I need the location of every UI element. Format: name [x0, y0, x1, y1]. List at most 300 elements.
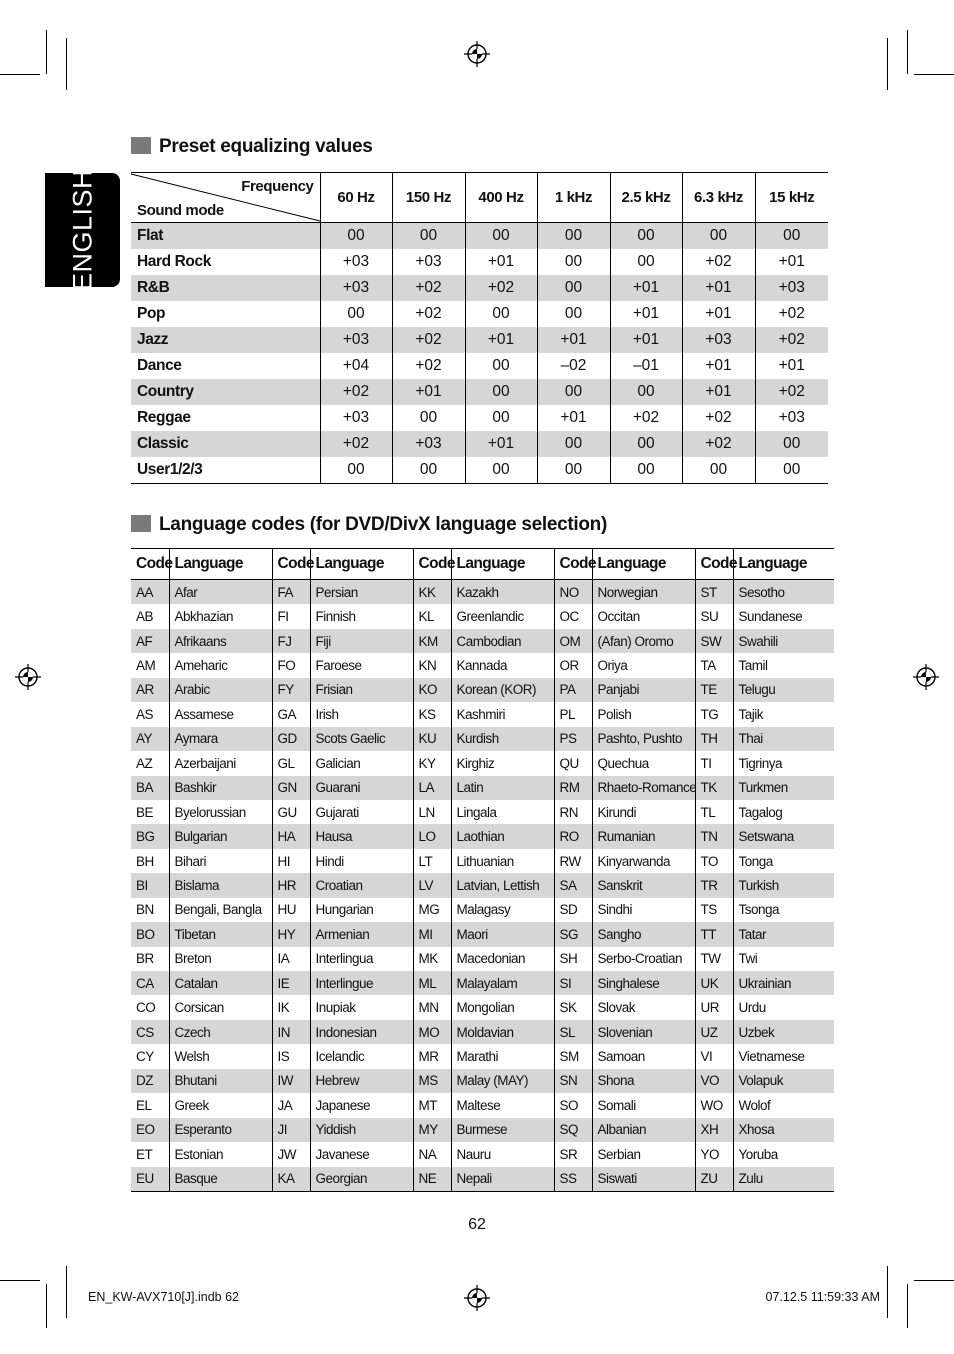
language-code: FI	[272, 604, 310, 628]
registration-mark-icon	[464, 1285, 490, 1311]
language-name: Finnish	[310, 604, 413, 628]
eq-value: +01	[755, 353, 828, 379]
language-code: AY	[131, 727, 169, 751]
language-name: Guarani	[310, 776, 413, 800]
eq-value: 00	[320, 457, 392, 484]
lang-header-row	[131, 549, 834, 580]
eq-value: +02	[392, 353, 465, 379]
eq-value: +03	[755, 275, 828, 301]
eq-value: +03	[320, 327, 392, 353]
language-code: SD	[554, 898, 592, 922]
language-code: GA	[272, 702, 310, 726]
language-code-table	[131, 548, 834, 1192]
language-code: IW	[272, 1069, 310, 1093]
eq-value: +01	[465, 327, 537, 353]
language-code: PL	[554, 702, 592, 726]
language-code: OM	[554, 629, 592, 653]
lang-body	[131, 580, 834, 1192]
language-name: Marathi	[451, 1044, 554, 1068]
eq-row	[131, 405, 828, 431]
language-name: Slovenian	[592, 1020, 695, 1044]
table-row	[131, 1044, 834, 1068]
language-code: MR	[413, 1044, 451, 1068]
language-code: OC	[554, 604, 592, 628]
eq-value: 00	[755, 457, 828, 484]
language-code: TL	[695, 800, 733, 824]
eq-value: 00	[537, 275, 610, 301]
language-code: SH	[554, 947, 592, 971]
language-name: Kinyarwanda	[592, 849, 695, 873]
eq-value: +03	[392, 249, 465, 275]
language-code: UZ	[695, 1020, 733, 1044]
language-name: Gujarati	[310, 800, 413, 824]
table-row	[131, 971, 834, 995]
language-code: MK	[413, 947, 451, 971]
language-name: Vietnamese	[733, 1044, 834, 1068]
language-code: NO	[554, 580, 592, 605]
eq-value: 00	[537, 249, 610, 275]
eq-value: 00	[682, 223, 755, 250]
language-name: Thai	[733, 727, 834, 751]
language-name: Galician	[310, 751, 413, 775]
language-name: Indonesian	[310, 1020, 413, 1044]
language-code: IS	[272, 1044, 310, 1068]
language-name: Armenian	[310, 922, 413, 946]
table-row	[131, 604, 834, 628]
language-code: BI	[131, 873, 169, 897]
language-code: RM	[554, 776, 592, 800]
registration-mark-icon	[464, 41, 490, 67]
language-name: Esperanto	[169, 1118, 272, 1142]
language-code: HI	[272, 849, 310, 873]
language-code: TE	[695, 678, 733, 702]
sound-mode-name: Hard Rock	[137, 253, 211, 270]
language-code: TO	[695, 849, 733, 873]
language-column-header: Language	[451, 549, 554, 580]
eq-value: +04	[320, 353, 392, 379]
language-code: QU	[554, 751, 592, 775]
language-code: KS	[413, 702, 451, 726]
code-column-header: Code	[554, 549, 592, 580]
language-name: Twi	[733, 947, 834, 971]
crop-mark	[907, 1284, 908, 1328]
language-code: BN	[136, 902, 154, 918]
language-code: MG	[413, 898, 451, 922]
language-name: Moldavian	[451, 1020, 554, 1044]
page-number: 62	[468, 1216, 486, 1233]
eq-value: +02	[320, 431, 392, 457]
table-row	[131, 702, 834, 726]
heading-square-icon	[131, 137, 151, 154]
language-side-tab	[45, 168, 120, 292]
language-code: ZU	[695, 1167, 733, 1192]
language-code: LO	[413, 824, 451, 848]
crop-mark	[0, 1280, 40, 1281]
language-name: Malayalam	[451, 971, 554, 995]
language-name: Kannada	[451, 653, 554, 677]
eq-value: 00	[392, 223, 465, 250]
eq-value: +01	[465, 431, 537, 457]
language-code: ML	[413, 971, 451, 995]
language-code: SS	[554, 1167, 592, 1192]
language-code: KL	[413, 604, 451, 628]
language-name: Nepali	[451, 1167, 554, 1192]
language-name: Tonga	[733, 849, 834, 873]
language-code: SA	[554, 873, 592, 897]
language-name: Estonian	[169, 1142, 272, 1166]
language-code: KA	[272, 1167, 310, 1192]
language-code: TS	[695, 898, 733, 922]
language-name: Bengali, Bangla	[169, 898, 272, 922]
eq-value: 00	[392, 457, 465, 484]
sound-mode-name: Pop	[137, 305, 166, 322]
eq-value: +01	[610, 327, 682, 353]
language-code: ST	[695, 580, 733, 605]
language-name: Azerbaijani	[169, 751, 272, 775]
language-name: Arabic	[169, 678, 272, 702]
sound-mode-name: Dance	[137, 357, 182, 374]
language-name: Interlingua	[310, 947, 413, 971]
code-column-header: Code	[695, 549, 733, 580]
eq-value: +02	[465, 275, 537, 301]
heading-square-icon	[131, 515, 151, 532]
eq-value: 00	[465, 301, 537, 327]
language-name: Tamil	[733, 653, 834, 677]
language-code: TA	[695, 653, 733, 677]
eq-frequency-header: 60 Hz	[320, 173, 392, 223]
crop-mark	[907, 30, 908, 74]
language-name: Occitan	[592, 604, 695, 628]
language-code: KO	[413, 678, 451, 702]
eq-value: 00	[537, 223, 610, 250]
language-name: Lithuanian	[451, 849, 554, 873]
eq-frequency-header: 150 Hz	[392, 173, 465, 223]
crop-mark	[46, 1284, 47, 1328]
eq-value: 00	[682, 457, 755, 484]
language-name: Fiji	[310, 629, 413, 653]
language-code: NA	[413, 1142, 451, 1166]
language-code: CS	[131, 1020, 169, 1044]
crop-mark	[914, 74, 954, 75]
language-code: ET	[136, 1146, 153, 1162]
language-name: Interlingue	[310, 971, 413, 995]
language-code: MT	[413, 1093, 451, 1117]
language-name: Turkmen	[733, 776, 834, 800]
language-code: UR	[695, 995, 733, 1019]
eq-header-row	[131, 173, 828, 223]
eq-value: 00	[537, 379, 610, 405]
language-code: RN	[554, 800, 592, 824]
eq-value: 00	[465, 405, 537, 431]
table-row	[131, 1069, 834, 1093]
eq-value: +02	[755, 379, 828, 405]
language-code: UK	[695, 971, 733, 995]
language-name: Cambodian	[451, 629, 554, 653]
table-row	[131, 824, 834, 848]
language-name: Tajik	[733, 702, 834, 726]
language-name: Kazakh	[451, 580, 554, 605]
eq-value: +01	[392, 379, 465, 405]
eq-value: +03	[755, 405, 828, 431]
language-name: Sindhi	[592, 898, 695, 922]
language-name: Hungarian	[310, 898, 413, 922]
language-name: Basque	[169, 1167, 272, 1192]
registration-mark-icon	[913, 664, 939, 690]
lang-section-heading	[131, 514, 607, 536]
language-name: (Afan) Oromo	[592, 629, 695, 653]
language-code: IK	[272, 995, 310, 1019]
language-name: Norwegian	[592, 580, 695, 605]
eq-frequency-header: 2.5 kHz	[610, 173, 682, 223]
eq-frequency-header: 15 kHz	[755, 173, 828, 223]
language-code: FA	[272, 580, 310, 605]
language-code: IE	[272, 971, 310, 995]
eq-value: 00	[610, 223, 682, 250]
language-name: Slovak	[592, 995, 695, 1019]
table-row	[131, 995, 834, 1019]
language-name: Kirghiz	[451, 751, 554, 775]
language-name: Malay (MAY)	[451, 1069, 554, 1093]
language-code: SR	[554, 1142, 592, 1166]
language-code: PS	[554, 727, 592, 751]
eq-value: +01	[465, 249, 537, 275]
language-code: AB	[136, 609, 154, 625]
language-code: BH	[136, 853, 154, 869]
language-code: KK	[413, 580, 451, 605]
language-code: CA	[131, 971, 169, 995]
language-name: Panjabi	[592, 678, 695, 702]
language-name: Kirundi	[592, 800, 695, 824]
language-code: MY	[413, 1118, 451, 1142]
eq-row	[131, 275, 828, 301]
language-name: Javanese	[310, 1142, 413, 1166]
language-name: Yoruba	[733, 1142, 834, 1166]
language-name: Malagasy	[451, 898, 554, 922]
table-row	[131, 849, 834, 873]
language-name: Samoan	[592, 1044, 695, 1068]
language-code: AA	[131, 580, 169, 605]
language-code: AS	[136, 706, 154, 722]
eq-value: +02	[755, 327, 828, 353]
table-row	[131, 947, 834, 971]
language-name: Serbo-Croatian	[592, 947, 695, 971]
language-name: Bhutani	[169, 1069, 272, 1093]
eq-value: 00	[465, 457, 537, 484]
language-code: BG	[131, 824, 169, 848]
language-name: Somali	[592, 1093, 695, 1117]
eq-value: +01	[537, 327, 610, 353]
eq-value: +03	[392, 431, 465, 457]
table-row	[131, 751, 834, 775]
language-code: JI	[272, 1118, 310, 1142]
eq-value: +02	[392, 275, 465, 301]
language-name: Catalan	[169, 971, 272, 995]
language-code: JA	[272, 1093, 310, 1117]
eq-value: 00	[537, 301, 610, 327]
language-name: Oriya	[592, 653, 695, 677]
language-name: Tsonga	[733, 898, 834, 922]
language-name: Polish	[592, 702, 695, 726]
table-row	[131, 1020, 834, 1044]
language-name: Corsican	[169, 995, 272, 1019]
crop-mark	[887, 1266, 888, 1318]
language-code: TK	[695, 776, 733, 800]
language-name: Scots Gaelic	[310, 727, 413, 751]
language-code: KN	[413, 653, 451, 677]
language-code: OR	[554, 653, 592, 677]
language-name: Yiddish	[310, 1118, 413, 1142]
eq-frequency-header: 400 Hz	[465, 173, 537, 223]
language-code: LT	[413, 849, 451, 873]
language-code: SU	[695, 604, 733, 628]
table-row	[131, 629, 834, 653]
code-column-header: Code	[131, 549, 169, 580]
language-name: Bihari	[169, 849, 272, 873]
sound-mode-label: Sound mode	[137, 202, 224, 219]
eq-value: 00	[320, 223, 392, 250]
language-name: Shona	[592, 1069, 695, 1093]
frequency-label: Frequency	[241, 178, 314, 195]
language-name: Latin	[451, 776, 554, 800]
language-code: HA	[272, 824, 310, 848]
language-code: KU	[413, 727, 451, 751]
language-name: Afar	[169, 580, 272, 605]
language-name: Greenlandic	[451, 604, 554, 628]
language-name: Quechua	[592, 751, 695, 775]
language-code: NE	[413, 1167, 451, 1192]
language-name: Tibetan	[169, 922, 272, 946]
eq-corner-cell	[131, 173, 320, 223]
language-name: Maltese	[451, 1093, 554, 1117]
language-code: KY	[413, 751, 451, 775]
language-code: BA	[131, 776, 169, 800]
language-name: Bulgarian	[169, 824, 272, 848]
language-code: AZ	[136, 755, 153, 771]
crop-mark	[914, 1280, 954, 1281]
language-code: KM	[413, 629, 451, 653]
language-name: Sanskrit	[592, 873, 695, 897]
language-code: SL	[554, 1020, 592, 1044]
language-code: VI	[695, 1044, 733, 1068]
language-name: Abkhazian	[169, 604, 272, 628]
sound-mode-name: User1/2/3	[131, 457, 320, 484]
language-name: Setswana	[733, 824, 834, 848]
footer-timestamp: 07.12.5 11:59:33 AM	[765, 1290, 880, 1304]
eq-table	[131, 172, 828, 484]
language-name: Uzbek	[733, 1020, 834, 1044]
language-code: TG	[695, 702, 733, 726]
eq-value: 00	[465, 223, 537, 250]
eq-value: +02	[610, 405, 682, 431]
language-name: Maori	[451, 922, 554, 946]
table-row	[131, 727, 834, 751]
eq-value: 00	[610, 379, 682, 405]
language-name: Hausa	[310, 824, 413, 848]
language-code: GU	[272, 800, 310, 824]
language-name: Wolof	[733, 1093, 834, 1117]
eq-row	[131, 353, 828, 379]
language-code: SG	[554, 922, 592, 946]
language-column-header: Language	[310, 549, 413, 580]
table-row	[131, 873, 834, 897]
language-name: Inupiak	[310, 995, 413, 1019]
language-name: Urdu	[733, 995, 834, 1019]
language-code: VO	[695, 1069, 733, 1093]
language-code: FJ	[272, 629, 310, 653]
language-code: IA	[272, 947, 310, 971]
eq-value: 00	[755, 223, 828, 250]
eq-value: +01	[610, 275, 682, 301]
language-code: BR	[136, 951, 154, 967]
code-column-header: Code	[413, 549, 451, 580]
eq-value: +01	[755, 249, 828, 275]
language-name: Japanese	[310, 1093, 413, 1117]
eq-frequency-header: 6.3 kHz	[682, 173, 755, 223]
eq-value: +02	[392, 327, 465, 353]
language-code: TI	[695, 751, 733, 775]
eq-value: +03	[320, 249, 392, 275]
language-code: JW	[272, 1142, 310, 1166]
crop-mark	[66, 38, 67, 90]
language-code: HR	[272, 873, 310, 897]
sound-mode-name: Jazz	[131, 327, 320, 353]
eq-value: 00	[537, 431, 610, 457]
language-name: Latvian, Lettish	[451, 873, 554, 897]
language-name: Kurdish	[451, 727, 554, 751]
eq-value: +03	[320, 275, 392, 301]
language-name: Zulu	[733, 1167, 834, 1192]
language-code: RW	[554, 849, 592, 873]
code-column-header: Code	[272, 549, 310, 580]
eq-value: 00	[465, 353, 537, 379]
language-code: TN	[695, 824, 733, 848]
eq-row	[131, 249, 828, 275]
language-code: BE	[136, 804, 154, 820]
eq-value: 00	[755, 431, 828, 457]
language-name: Xhosa	[733, 1118, 834, 1142]
language-code: EL	[136, 1097, 152, 1113]
language-name: Frisian	[310, 678, 413, 702]
eq-value: 00	[465, 379, 537, 405]
crop-mark	[887, 38, 888, 90]
language-code: IN	[272, 1020, 310, 1044]
table-row	[131, 1142, 834, 1166]
eq-value: +01	[682, 301, 755, 327]
language-name: Ameharic	[169, 653, 272, 677]
language-name: Albanian	[592, 1118, 695, 1142]
eq-value: +02	[320, 379, 392, 405]
eq-value: +02	[682, 405, 755, 431]
language-code: SO	[554, 1093, 592, 1117]
language-code: TH	[695, 727, 733, 751]
eq-value: –02	[537, 353, 610, 379]
eq-row	[131, 431, 828, 457]
eq-section-heading	[131, 136, 373, 158]
language-name: Serbian	[592, 1142, 695, 1166]
eq-value: 00	[610, 249, 682, 275]
sound-mode-name: Classic	[131, 431, 320, 457]
language-code: AR	[131, 678, 169, 702]
eq-value: +02	[682, 431, 755, 457]
eq-value: 00	[320, 301, 392, 327]
language-name: Greek	[169, 1093, 272, 1117]
language-code: LA	[413, 776, 451, 800]
language-name: Bislama	[169, 873, 272, 897]
language-name: Sundanese	[733, 604, 834, 628]
language-name: Czech	[169, 1020, 272, 1044]
language-code: AF	[131, 629, 169, 653]
language-name: Breton	[169, 947, 272, 971]
